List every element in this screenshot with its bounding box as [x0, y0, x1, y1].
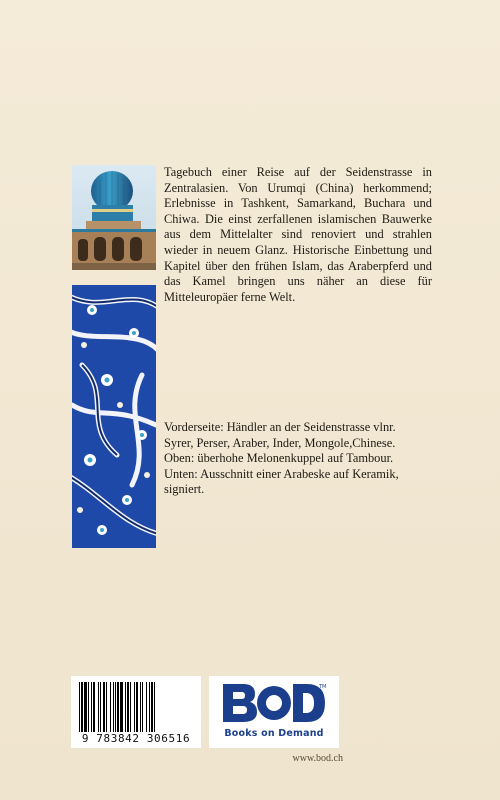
book-description: Tagebuch einer Reise auf der Seidenstrasse in Zentralasien. Von Urumqi (China) herkommend; Erlebnisse in Tashkent, Samarkand, Buchara und Chiwa. Die einst zerfallenen islamischen Bauwerke aus dem Mittelalter sind renoviert und strahlen wieder in neuem Glanz. Historische Einbettung und Kapitel über den frühen Islam, das Araberpferd und das Kamel bringen uns näher an diese für Mitteleuropäer ferne Welt. [164, 165, 432, 304]
barcode-icon [79, 682, 195, 732]
barcode-bar [93, 682, 95, 732]
barcode-bar [125, 682, 126, 732]
barcode-bar [106, 682, 107, 732]
barcode-bar [127, 682, 129, 732]
barcode-bar [113, 682, 114, 732]
barcode-bar [81, 682, 83, 732]
barcode-bar [79, 682, 80, 732]
barcode-bar [120, 682, 123, 732]
barcode-bar [117, 682, 119, 732]
barcode-bar [134, 682, 135, 732]
barcode-bar [110, 682, 111, 732]
barcode-bar [103, 682, 105, 732]
publisher-url[interactable]: www.bod.ch [292, 753, 343, 764]
trademark-mark: TM [319, 684, 327, 690]
publisher-tagline: Books on Demand [224, 728, 324, 739]
caption-line: Syrer, Perser, Araber, Inder, Mongole,Chinese. [164, 435, 396, 450]
isbn-barcode [71, 676, 201, 748]
barcode-bar [98, 682, 99, 732]
barcode-bar [115, 682, 116, 732]
barcode-bar [151, 682, 153, 732]
barcode-bar [140, 682, 141, 732]
barcode-bar [154, 682, 155, 732]
mosque-dome-image [72, 165, 156, 270]
bod-logo-icon [221, 682, 327, 724]
caption-line: Vorderseite: Händler an der Seidenstrasse vlnr. [164, 420, 396, 434]
barcode-bar [91, 682, 92, 732]
barcode-bar [100, 682, 101, 732]
isbn-number: 9 783842 306516 [81, 732, 191, 745]
barcode-bar [146, 682, 147, 732]
arabesque-tile-image [72, 285, 156, 548]
caption-line: signiert. [164, 482, 205, 497]
image-captions [164, 420, 439, 498]
barcode-bar [84, 682, 87, 732]
barcode-bar [136, 682, 138, 732]
caption-line: Unten: Ausschnitt einer Arabeske auf Keramik, [164, 466, 399, 481]
barcode-bar [142, 682, 143, 732]
barcode-bar [149, 682, 150, 732]
publisher-logo [209, 676, 339, 748]
barcode-bar [88, 682, 89, 732]
barcode-bar [130, 682, 131, 732]
caption-line: Oben: überhohe Melonenkuppel auf Tambour. [164, 451, 394, 466]
